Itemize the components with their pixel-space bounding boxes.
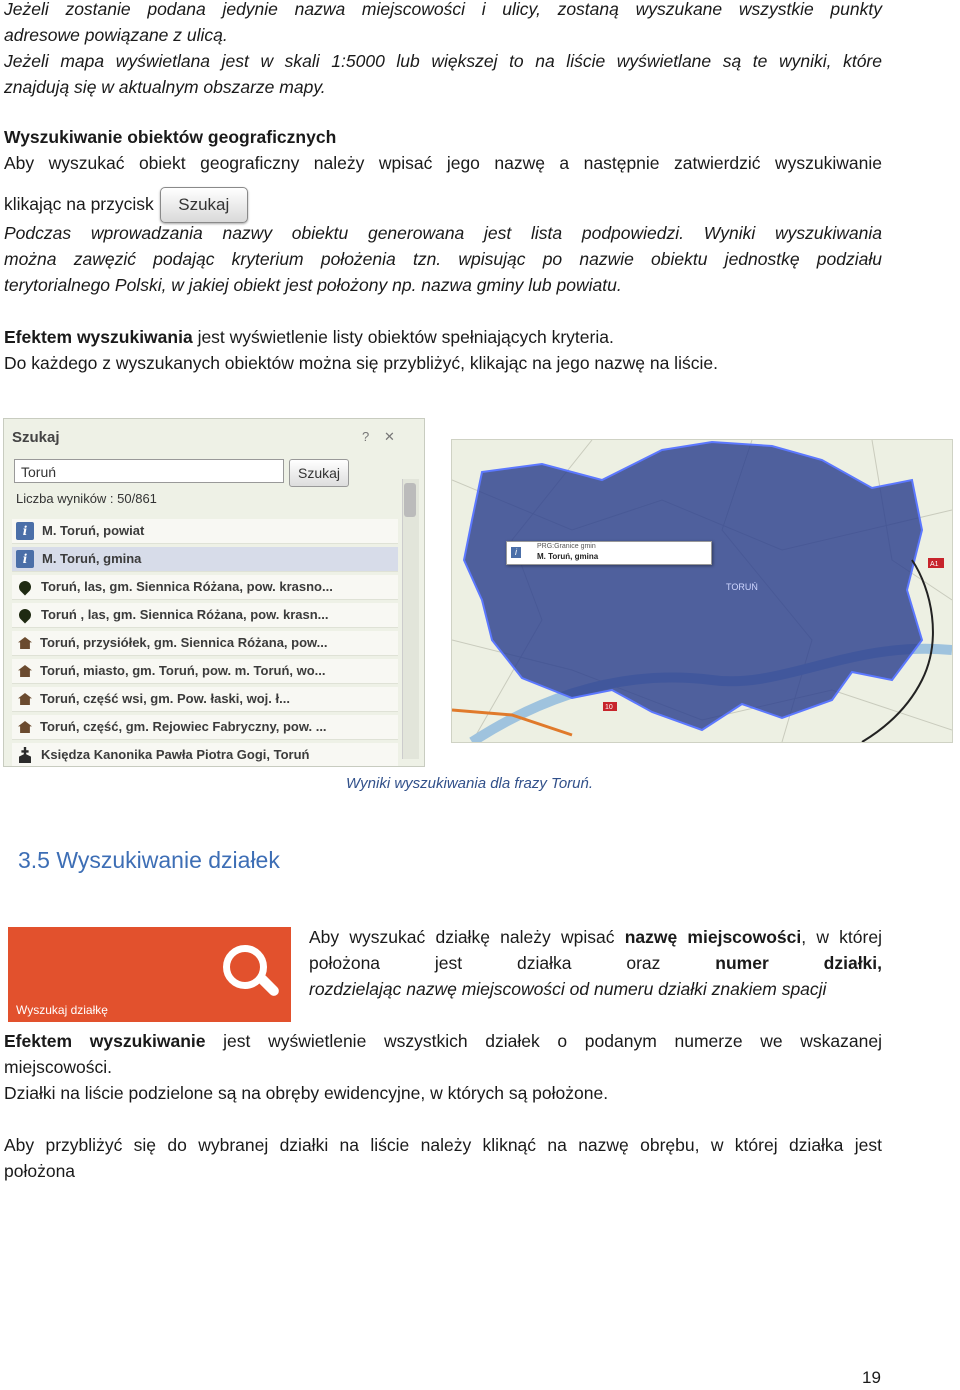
parcel-search-tile <box>8 927 291 1022</box>
result-label[interactable]: Toruń, część wsi, gm. Pow. łaski, woj. ł... <box>40 691 290 706</box>
list-item[interactable] <box>12 687 398 712</box>
szukaj-button-image: Szukaj <box>160 187 248 223</box>
popup-layer: PRG:Granice gmin <box>537 543 596 550</box>
list-item[interactable] <box>12 575 398 600</box>
scrollbar[interactable] <box>402 479 419 759</box>
parcel-result-rest: jest wyświetlenie wszystkich działek o podanym numerze we wskazanej <box>205 1031 882 1051</box>
parcel-zoom-1: Aby przybliżyć się do wybranej działki na liście należy kliknąć na nazwę obrębu, w której działka jest <box>4 1135 882 1155</box>
search-input[interactable]: Toruń <box>14 459 284 483</box>
parcel-text-2b: numer działki, <box>715 953 883 973</box>
geo-line-2-text: klikając na przycisk <box>4 194 154 214</box>
scrollbar-thumb[interactable] <box>404 483 416 517</box>
geo-hint-2: można zawęzić podając kryterium położenia tzn. wpisując po nazwie obiektu jednostkę podziału <box>4 249 882 269</box>
geo-result-line <box>4 324 882 350</box>
church-icon <box>19 747 31 763</box>
map-popup[interactable] <box>506 541 712 565</box>
section-heading: 3.5 Wyszukiwanie działek <box>18 847 280 873</box>
intro-line-4: znajdują się w aktualnym obszarze mapy. <box>4 77 326 97</box>
result-label[interactable]: Toruń, przysiółek, gm. Siennica Różana, pow... <box>40 635 328 650</box>
list-item[interactable] <box>12 547 398 572</box>
result-count: Liczba wyników : 50/861 <box>16 491 157 506</box>
geo-result-bold: Efektem wyszukiwania <box>4 327 193 347</box>
parcel-result-1 <box>4 1028 882 1054</box>
info-icon[interactable]: i <box>16 522 34 540</box>
intro-line-1: Jeżeli zostanie podana jedynie nazwa miejscowości i ulicy, zostaną wyszukane wszystkie punkty <box>4 0 882 19</box>
intro-line-3: Jeżeli mapa wyświetlana jest w skali 1:5000 lub większej to na liście wyświetlane są te wyniki, które <box>4 51 882 71</box>
result-label[interactable]: Toruń, część, gm. Rejowiec Fabryczny, pow. ... <box>40 719 327 734</box>
result-label[interactable]: Toruń, las, gm. Siennica Różana, pow. krasno... <box>41 579 333 594</box>
figure-caption: Wyniki wyszukiwania dla frazy Toruń. <box>346 775 594 792</box>
geo-line-1: Aby wyszukać obiekt geograficzny należy wpisać jego nazwę a następnie zatwierdzić wyszukiwanie <box>4 153 882 173</box>
parcel-text-1c: , w której <box>801 927 882 947</box>
magnifier-handle <box>255 972 280 997</box>
list-item[interactable] <box>12 519 398 544</box>
search-button[interactable]: Szukaj <box>289 459 349 487</box>
parcel-text-1b: nazwę miejscowości <box>624 927 802 947</box>
close-icon[interactable]: ✕ <box>384 429 395 444</box>
parcel-result-3: Działki na liście podzielone są na obręby ewidencyjne, w których są położone. <box>4 1083 609 1103</box>
pin-icon <box>17 607 34 624</box>
panel-title: Szukaj <box>12 429 60 446</box>
geo-result-rest: jest wyświetlenie listy obiektów spełniających kryteria. <box>192 327 614 347</box>
result-label[interactable]: Toruń, miasto, gm. Toruń, pow. m. Toruń, wo... <box>40 663 326 678</box>
popup-name: M. Toruń, gmina <box>537 552 599 561</box>
house-icon <box>18 693 32 705</box>
geo-hint-3: terytorialnego Polski, w jakiej obiekt jest położony np. nazwa gminy lub powiatu. <box>4 275 622 295</box>
parcel-result-bold: Efektem wyszukiwanie <box>4 1031 206 1051</box>
parcel-zoom-2: położona <box>4 1161 76 1181</box>
house-icon <box>18 721 32 733</box>
page-number: 19 <box>862 1368 881 1387</box>
result-label[interactable]: M. Toruń, powiat <box>42 523 145 538</box>
info-icon[interactable]: i <box>16 550 34 568</box>
result-label[interactable]: Toruń , las, gm. Siennica Różana, pow. krasn... <box>41 607 329 622</box>
geo-zoom-line: Do każdego z wyszukanych obiektów można się przybliżyć, klikając na jego nazwę na liście. <box>4 353 718 373</box>
house-icon <box>18 665 32 677</box>
geo-heading: Wyszukiwanie obiektów geograficznych <box>4 127 337 147</box>
road-label-10: 10 <box>605 704 613 711</box>
list-item[interactable] <box>12 603 398 628</box>
map-graphic <box>452 440 952 742</box>
geo-line-2 <box>4 184 882 224</box>
pin-icon <box>17 579 34 596</box>
search-panel-screenshot <box>3 418 425 767</box>
geo-hint-1: Podczas wprowadzania nazwy obiektu generowana jest lista podpowiedzi. Wyniki wyszukiwania <box>4 223 882 243</box>
parcel-text-2a: położona jest działka oraz <box>309 953 716 973</box>
result-label[interactable]: Księdza Kanonika Pawła Piotra Gogi, Toruń <box>41 747 310 762</box>
parcel-text-2 <box>309 950 882 976</box>
result-list <box>12 519 398 767</box>
parcel-result-2: miejscowości. <box>4 1057 112 1077</box>
list-item[interactable] <box>12 631 398 656</box>
tile-label: Wyszukaj działkę <box>16 1003 108 1017</box>
house-icon <box>18 637 32 649</box>
list-item[interactable] <box>12 715 398 740</box>
parcel-text-1a: Aby wyszukać działkę należy wpisać <box>309 927 625 947</box>
road-label-a1: A1 <box>930 561 939 568</box>
map-view[interactable] <box>451 439 953 743</box>
list-item[interactable] <box>12 743 398 767</box>
list-item[interactable] <box>12 659 398 684</box>
city-label: TORUŃ <box>726 582 758 592</box>
intro-line-2: adresowe powiązane z ulicą. <box>4 25 228 45</box>
parcel-text-3: rozdzielając nazwę miejscowości od numeru działki znakiem spacji <box>309 979 827 999</box>
result-label[interactable]: M. Toruń, gmina <box>42 551 142 566</box>
parcel-text-1 <box>309 924 882 950</box>
info-icon[interactable]: i <box>511 547 521 558</box>
help-icon[interactable]: ? <box>362 429 370 444</box>
